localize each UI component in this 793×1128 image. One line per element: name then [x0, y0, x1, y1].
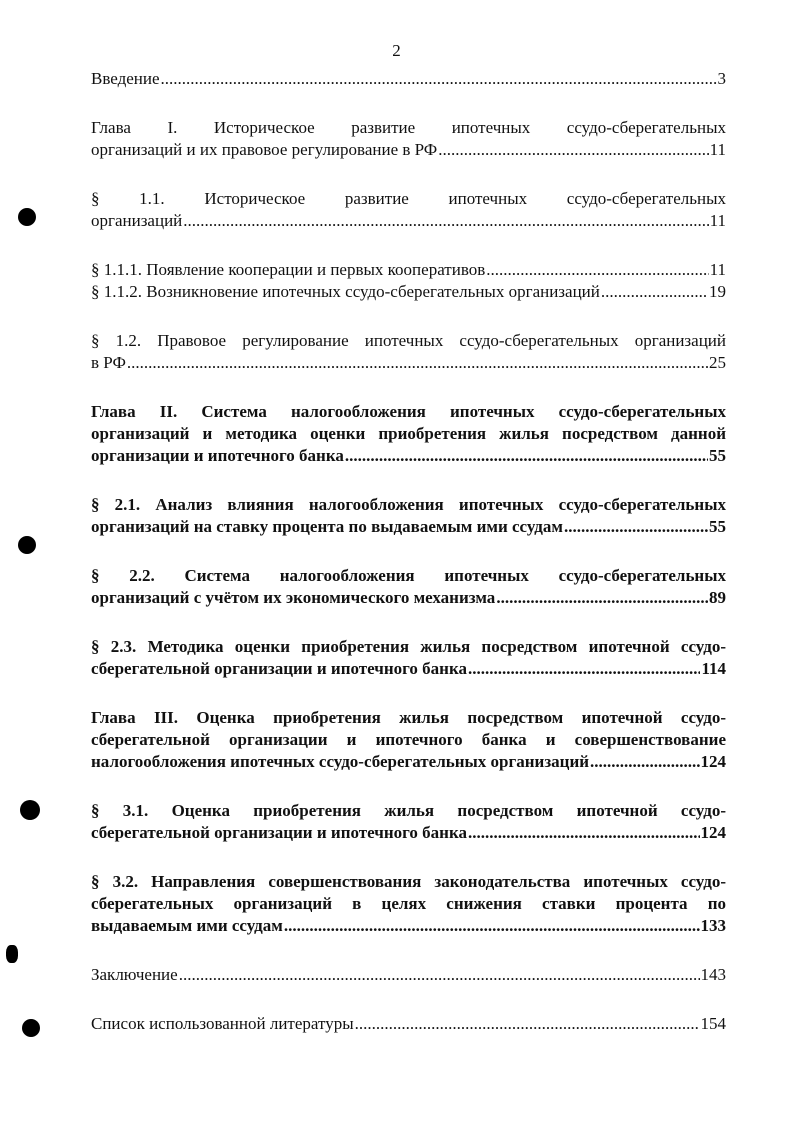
dot-leader [345, 445, 708, 467]
toc-entry-title: организаций [91, 211, 183, 230]
binding-mark [20, 800, 40, 820]
toc-page-number: 89 [709, 588, 726, 607]
toc-entry-title: налогообложения ипотечных ссудо-сберегательных организаций [91, 752, 590, 771]
dot-leader [468, 658, 700, 680]
toc-entry-title: выдаваемым ими ссудам [91, 916, 283, 935]
toc-entry-line: § 3.2. Направления совершенствования законодательства ипотечных ссудо- [91, 872, 726, 891]
toc-entry-line [91, 445, 726, 467]
toc-entry-line: организаций и методика оценки приобретения жилья посредством данной [91, 424, 726, 443]
toc-entry-line [91, 658, 726, 680]
toc-entry-title: организации и ипотечного банка [91, 446, 344, 465]
toc-page-number: 154 [700, 1014, 726, 1033]
dot-leader [284, 915, 700, 937]
toc-entry-line [91, 822, 726, 844]
toc-entry-title: § 1.1.1. Появление кооперации и первых кооперативов [91, 260, 486, 279]
toc-entry-line [91, 68, 726, 90]
toc-entry-title: организаций на ставку процента по выдаваемым ими ссудам [91, 517, 563, 536]
toc-entry-line: Глава I. Историческое развитие ипотечных ссудо-сберегательных [91, 118, 726, 137]
toc-entry-line: Глава II. Система налогообложения ипотечных ссудо-сберегательных [91, 402, 726, 421]
toc-entry [91, 636, 726, 680]
dot-leader [468, 822, 700, 844]
binding-mark [18, 536, 36, 554]
toc-entry-line: § 3.1. Оценка приобретения жилья посредством ипотечной ссудо- [91, 801, 726, 820]
toc-entry-line [91, 964, 726, 986]
toc-page-number: 25 [709, 353, 726, 372]
toc-entry-line: § 1.2. Правовое регулирование ипотечных ссудо-сберегательных организаций [91, 331, 726, 350]
toc-entry-line [91, 1013, 726, 1035]
toc-entry-line: § 2.3. Методика оценки приобретения жилья посредством ипотечной ссудо- [91, 637, 726, 656]
dot-leader [601, 281, 708, 303]
toc-entry-line [91, 259, 726, 281]
binding-mark [18, 208, 36, 226]
toc-entry [91, 800, 726, 844]
toc-page-number: 3 [717, 69, 726, 88]
toc-entry-line: сберегательных организаций в целях снижения ставки процента по [91, 894, 726, 913]
toc-page-number: 55 [709, 446, 726, 465]
toc-page-number: 11 [709, 140, 726, 159]
toc-page-number: 11 [709, 211, 726, 230]
dot-leader [127, 352, 708, 374]
toc-entry-line: § 1.1. Историческое развитие ипотечных ссудо-сберегательных [91, 189, 726, 208]
toc-entry [91, 494, 726, 538]
page-number: 2 [392, 41, 401, 60]
toc-entry-line [91, 281, 726, 303]
toc-entry [91, 565, 726, 609]
toc-entry-title: организаций и их правовое регулирование в РФ [91, 140, 438, 159]
toc-page-number: 124 [700, 823, 726, 842]
dot-leader [590, 751, 699, 773]
toc-entry-line [91, 139, 726, 161]
binding-mark [22, 1019, 40, 1037]
table-of-contents [91, 68, 726, 1035]
toc-entry-title: Заключение [91, 965, 178, 984]
toc-entry-line: § 2.2. Система налогообложения ипотечных ссудо-сберегательных [91, 566, 726, 585]
toc-entry-title: организаций с учётом их экономического механизма [91, 588, 496, 607]
toc-entry-line [91, 751, 726, 773]
toc-entry [91, 259, 726, 281]
toc-page-number: 143 [700, 965, 726, 984]
toc-page-number: 114 [701, 659, 726, 678]
toc-entry [91, 871, 726, 937]
toc-entry-line [91, 587, 726, 609]
toc-entry-title: сберегательной организации и ипотечного банка [91, 659, 467, 678]
toc-entry-title: сберегательной организации и ипотечного банка [91, 823, 467, 842]
toc-entry [91, 281, 726, 303]
toc-entry-line [91, 210, 726, 232]
toc-entry-line: § 2.1. Анализ влияния налогообложения ипотечных ссудо-сберегательных [91, 495, 726, 514]
dot-leader [161, 68, 717, 90]
toc-entry [91, 330, 726, 374]
toc-entry-line: сберегательной организации и ипотечного банка и совершенствование [91, 730, 726, 749]
toc-entry [91, 117, 726, 161]
dot-leader [564, 516, 708, 538]
toc-entry [91, 188, 726, 232]
dot-leader [179, 964, 700, 986]
toc-page-number: 19 [709, 282, 726, 301]
toc-entry-line [91, 915, 726, 937]
toc-entry [91, 1013, 726, 1035]
toc-entry-title: Введение [91, 69, 160, 88]
toc-page-number: 55 [709, 517, 726, 536]
toc-entry [91, 964, 726, 986]
dot-leader [486, 259, 708, 281]
toc-entry-line [91, 352, 726, 374]
toc-page-number: 133 [700, 916, 726, 935]
dot-leader [183, 210, 708, 232]
toc-entry-title: в РФ [91, 353, 126, 372]
toc-entry [91, 707, 726, 773]
dot-leader [355, 1013, 700, 1035]
dot-leader [496, 587, 708, 609]
toc-page-number: 124 [700, 752, 726, 771]
toc-page-number: 11 [709, 260, 726, 279]
toc-entry-title: Список использованной литературы [91, 1014, 354, 1033]
toc-entry-line [91, 516, 726, 538]
toc-entry-title: § 1.1.2. Возникновение ипотечных ссудо-сберегательных организаций [91, 282, 600, 301]
toc-entry [91, 68, 726, 90]
binding-mark [6, 945, 18, 963]
toc-entry-line: Глава III. Оценка приобретения жилья посредством ипотечной ссудо- [91, 708, 726, 727]
toc-entry [91, 401, 726, 467]
dot-leader [438, 139, 708, 161]
